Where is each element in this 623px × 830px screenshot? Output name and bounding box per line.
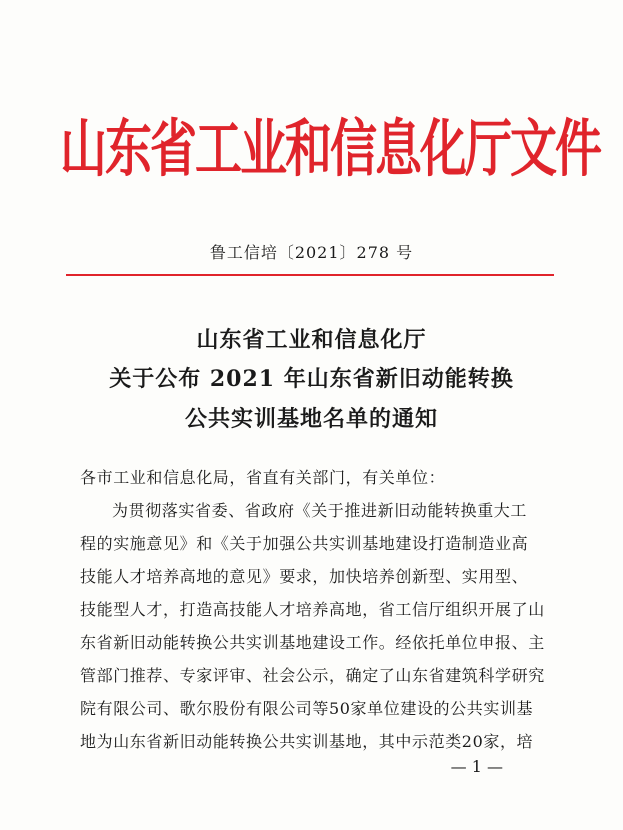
paragraph-line: 程的实施意见》和《关于加强公共实训基地建设打造制造业高: [80, 534, 529, 553]
title-line-2: 关于公布 2021 年山东省新旧动能转换: [109, 366, 514, 392]
page-number: — 1 —: [450, 757, 503, 776]
body-paragraph: [80, 494, 550, 758]
paragraph-line: 技能人才培养高地的意见》要求，加快培养创新型、实用型、: [80, 567, 529, 586]
document-masthead: 山东省工业和信息化厅文件: [60, 113, 600, 186]
paragraph-line: 为贯彻落实省委、省政府《关于推进新旧动能转换重大工: [112, 501, 528, 520]
paragraph-line: 地为山东省新旧动能转换公共实训基地，其中示范类20家，培: [80, 732, 534, 751]
salutation: 各市工业和信息化局，省直有关部门，有关单位：: [80, 468, 446, 487]
title-line-1: 山东省工业和信息化厅: [196, 327, 427, 353]
paragraph-line: 院有限公司、歌尔股份有限公司等50家单位建设的公共实训基: [80, 699, 534, 718]
paragraph-line: 技能型人才，打造高技能人才培养高地，省工信厅组织开展了山: [80, 600, 545, 619]
paragraph-line: 管部门推荐、专家评审、社会公示，确定了山东省建筑科学研究: [80, 666, 545, 685]
title-line-3: 公共实训基地名单的通知: [184, 406, 438, 432]
paragraph-line: 东省新旧动能转换公共实训基地建设工作。经依托单位申报、主: [80, 633, 545, 652]
document-number: 鲁工信培〔2021〕278 号: [209, 243, 414, 262]
red-divider-rule: [66, 274, 554, 276]
